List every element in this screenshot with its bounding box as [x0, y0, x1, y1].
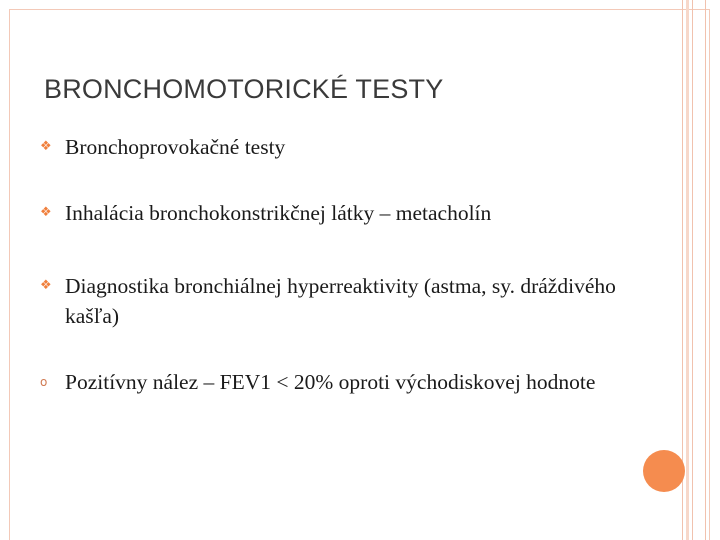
bullet-text: Diagnostika bronchiálnej hyperreaktivity (astma, sy. dráždivého kašľa): [65, 274, 616, 328]
decorative-stripe: [692, 0, 693, 540]
bullet-item: [40, 198, 640, 228]
diamond-bullet-icon: ❖: [40, 278, 52, 293]
bullet-item: [40, 132, 640, 162]
decorative-stripe: [682, 0, 683, 540]
slide-title: BRONCHOMOTORICKÉ TESTY: [44, 74, 444, 104]
ring-bullet-icon: o: [40, 375, 48, 389]
diamond-bullet-icon: ❖: [40, 139, 52, 154]
bullet-text: Pozitívny nález – FEV1 < 20% oproti východiskovej hodnote: [65, 370, 596, 394]
decorative-stripe: [705, 0, 706, 540]
bullet-item: [40, 271, 640, 331]
bullet-item: [40, 367, 640, 397]
bullet-text: Bronchoprovokačné testy: [65, 135, 286, 159]
decorative-circle: [643, 450, 685, 492]
diamond-bullet-icon: ❖: [40, 205, 52, 220]
decorative-stripe: [686, 0, 689, 540]
bullet-text: Inhalácia bronchokonstrikčnej látky – metacholín: [65, 201, 492, 225]
